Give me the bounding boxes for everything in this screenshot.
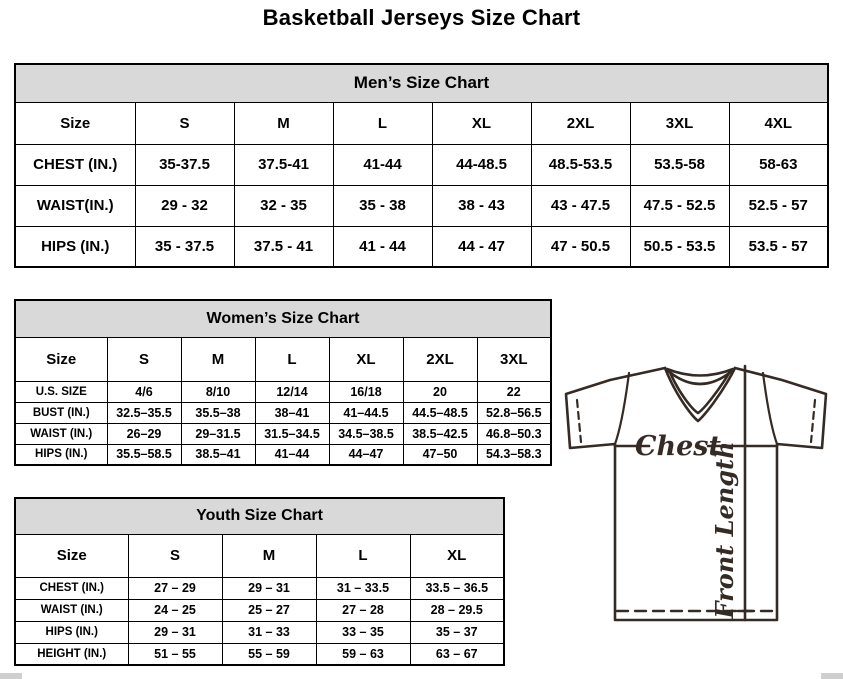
column-header: 2XL <box>531 102 630 144</box>
size-value-cell: 44–47 <box>329 444 403 465</box>
size-value-cell: 38.5–41 <box>181 444 255 465</box>
size-value-cell: 43 - 47.5 <box>531 185 630 226</box>
size-value-cell: 28 – 29.5 <box>410 599 504 621</box>
size-value-cell: 34.5–38.5 <box>329 423 403 444</box>
table-title: Women’s Size Chart <box>15 300 551 337</box>
column-header: XL <box>410 534 504 577</box>
size-value-cell: 8/10 <box>181 381 255 402</box>
table-row <box>15 423 551 444</box>
row-label: U.S. SIZE <box>15 381 107 402</box>
jersey-body-outline <box>566 368 826 620</box>
column-header: Size <box>15 534 128 577</box>
table-row <box>15 599 504 621</box>
jersey-left-cuff-dashed-line <box>577 400 581 442</box>
table-row <box>15 402 551 423</box>
jersey-left-armhole-seam <box>615 373 629 444</box>
size-value-cell: 38–41 <box>255 402 329 423</box>
mens-size-chart-table <box>14 63 829 268</box>
size-value-cell: 55 – 59 <box>222 643 316 665</box>
size-value-cell: 53.5 - 57 <box>729 226 828 267</box>
table-title: Youth Size Chart <box>15 498 504 534</box>
column-header: 3XL <box>477 337 551 381</box>
size-value-cell: 44-48.5 <box>432 144 531 185</box>
womens-size-chart-table <box>14 299 552 466</box>
size-value-cell: 29 – 31 <box>222 577 316 599</box>
table-row <box>15 444 551 465</box>
jersey-outline-illustration <box>556 356 843 646</box>
size-value-cell: 31 – 33.5 <box>316 577 410 599</box>
column-header: XL <box>432 102 531 144</box>
size-value-cell: 41–44 <box>255 444 329 465</box>
size-value-cell: 59 – 63 <box>316 643 410 665</box>
size-value-cell: 41–44.5 <box>329 402 403 423</box>
size-value-cell: 41-44 <box>333 144 432 185</box>
size-value-cell: 51 – 55 <box>128 643 222 665</box>
size-value-cell: 20 <box>403 381 477 402</box>
size-value-cell: 44 - 47 <box>432 226 531 267</box>
table-row <box>15 621 504 643</box>
table-row <box>15 577 504 599</box>
column-header: Size <box>15 337 107 381</box>
jersey-collar-rib-arc-1 <box>667 369 733 376</box>
size-value-cell: 24 – 25 <box>128 599 222 621</box>
size-value-cell: 27 – 29 <box>128 577 222 599</box>
horizontal-scrollbar-fragment-left[interactable] <box>0 673 22 679</box>
row-label: CHEST (IN.) <box>15 144 135 185</box>
column-header: L <box>333 102 432 144</box>
horizontal-scrollbar-fragment-right[interactable] <box>821 673 843 679</box>
table-title: Men’s Size Chart <box>15 64 828 102</box>
page-title: Basketball Jerseys Size Chart <box>262 5 581 30</box>
table-row <box>15 226 828 267</box>
column-header: M <box>181 337 255 381</box>
column-header: XL <box>329 337 403 381</box>
column-header: 4XL <box>729 102 828 144</box>
size-value-cell: 35 - 38 <box>333 185 432 226</box>
size-value-cell: 35 - 37.5 <box>135 226 234 267</box>
size-value-cell: 37.5 - 41 <box>234 226 333 267</box>
table-row <box>15 381 551 402</box>
size-value-cell: 38.5–42.5 <box>403 423 477 444</box>
chest-label: Chest <box>635 431 721 462</box>
size-value-cell: 41 - 44 <box>333 226 432 267</box>
row-label: HIPS (IN.) <box>15 226 135 267</box>
jersey-measurement-diagram <box>556 356 843 646</box>
jersey-right-cuff-dashed-line <box>811 400 815 442</box>
column-header: L <box>316 534 410 577</box>
size-value-cell: 63 – 67 <box>410 643 504 665</box>
size-value-cell: 29 – 31 <box>128 621 222 643</box>
size-value-cell: 47–50 <box>403 444 477 465</box>
size-value-cell: 48.5-53.5 <box>531 144 630 185</box>
size-value-cell: 33.5 – 36.5 <box>410 577 504 599</box>
size-value-cell: 4/6 <box>107 381 181 402</box>
row-label: HEIGHT (IN.) <box>15 643 128 665</box>
size-value-cell: 52.5 - 57 <box>729 185 828 226</box>
size-value-cell: 58-63 <box>729 144 828 185</box>
size-value-cell: 25 – 27 <box>222 599 316 621</box>
size-value-cell: 38 - 43 <box>432 185 531 226</box>
size-value-cell: 53.5-58 <box>630 144 729 185</box>
column-header: M <box>234 102 333 144</box>
size-value-cell: 35-37.5 <box>135 144 234 185</box>
column-header: S <box>107 337 181 381</box>
table-row <box>15 643 504 665</box>
youth-size-chart-table <box>14 497 505 666</box>
column-header: Size <box>15 102 135 144</box>
row-label: CHEST (IN.) <box>15 577 128 599</box>
size-value-cell: 54.3–58.3 <box>477 444 551 465</box>
column-header: M <box>222 534 316 577</box>
size-value-cell: 29–31.5 <box>181 423 255 444</box>
size-value-cell: 44.5–48.5 <box>403 402 477 423</box>
size-value-cell: 26–29 <box>107 423 181 444</box>
size-value-cell: 35.5–58.5 <box>107 444 181 465</box>
row-label: WAIST (IN.) <box>15 423 107 444</box>
size-value-cell: 37.5-41 <box>234 144 333 185</box>
size-value-cell: 27 – 28 <box>316 599 410 621</box>
front-length-label: Front Length <box>710 441 739 619</box>
size-value-cell: 31.5–34.5 <box>255 423 329 444</box>
column-header: 2XL <box>403 337 477 381</box>
table-row <box>15 144 828 185</box>
size-value-cell: 22 <box>477 381 551 402</box>
jersey-right-armhole-seam <box>763 373 777 444</box>
size-value-cell: 32.5–35.5 <box>107 402 181 423</box>
size-value-cell: 46.8–50.3 <box>477 423 551 444</box>
row-label: WAIST(IN.) <box>15 185 135 226</box>
size-value-cell: 35.5–38 <box>181 402 255 423</box>
column-header: S <box>135 102 234 144</box>
column-header: L <box>255 337 329 381</box>
size-value-cell: 16/18 <box>329 381 403 402</box>
row-label: HIPS (IN.) <box>15 444 107 465</box>
size-value-cell: 47.5 - 52.5 <box>630 185 729 226</box>
womens-size-chart-table <box>14 299 552 466</box>
row-label: WAIST (IN.) <box>15 599 128 621</box>
size-value-cell: 47 - 50.5 <box>531 226 630 267</box>
row-label: BUST (IN.) <box>15 402 107 423</box>
size-value-cell: 32 - 35 <box>234 185 333 226</box>
size-value-cell: 33 – 35 <box>316 621 410 643</box>
size-value-cell: 12/14 <box>255 381 329 402</box>
size-value-cell: 50.5 - 53.5 <box>630 226 729 267</box>
size-value-cell: 29 - 32 <box>135 185 234 226</box>
size-value-cell: 52.8–56.5 <box>477 402 551 423</box>
table-row <box>15 185 828 226</box>
column-header: 3XL <box>630 102 729 144</box>
size-value-cell: 35 – 37 <box>410 621 504 643</box>
mens-size-chart-table <box>14 63 829 268</box>
size-value-cell: 31 – 33 <box>222 621 316 643</box>
column-header: S <box>128 534 222 577</box>
youth-size-chart-table <box>14 497 505 666</box>
row-label: HIPS (IN.) <box>15 621 128 643</box>
